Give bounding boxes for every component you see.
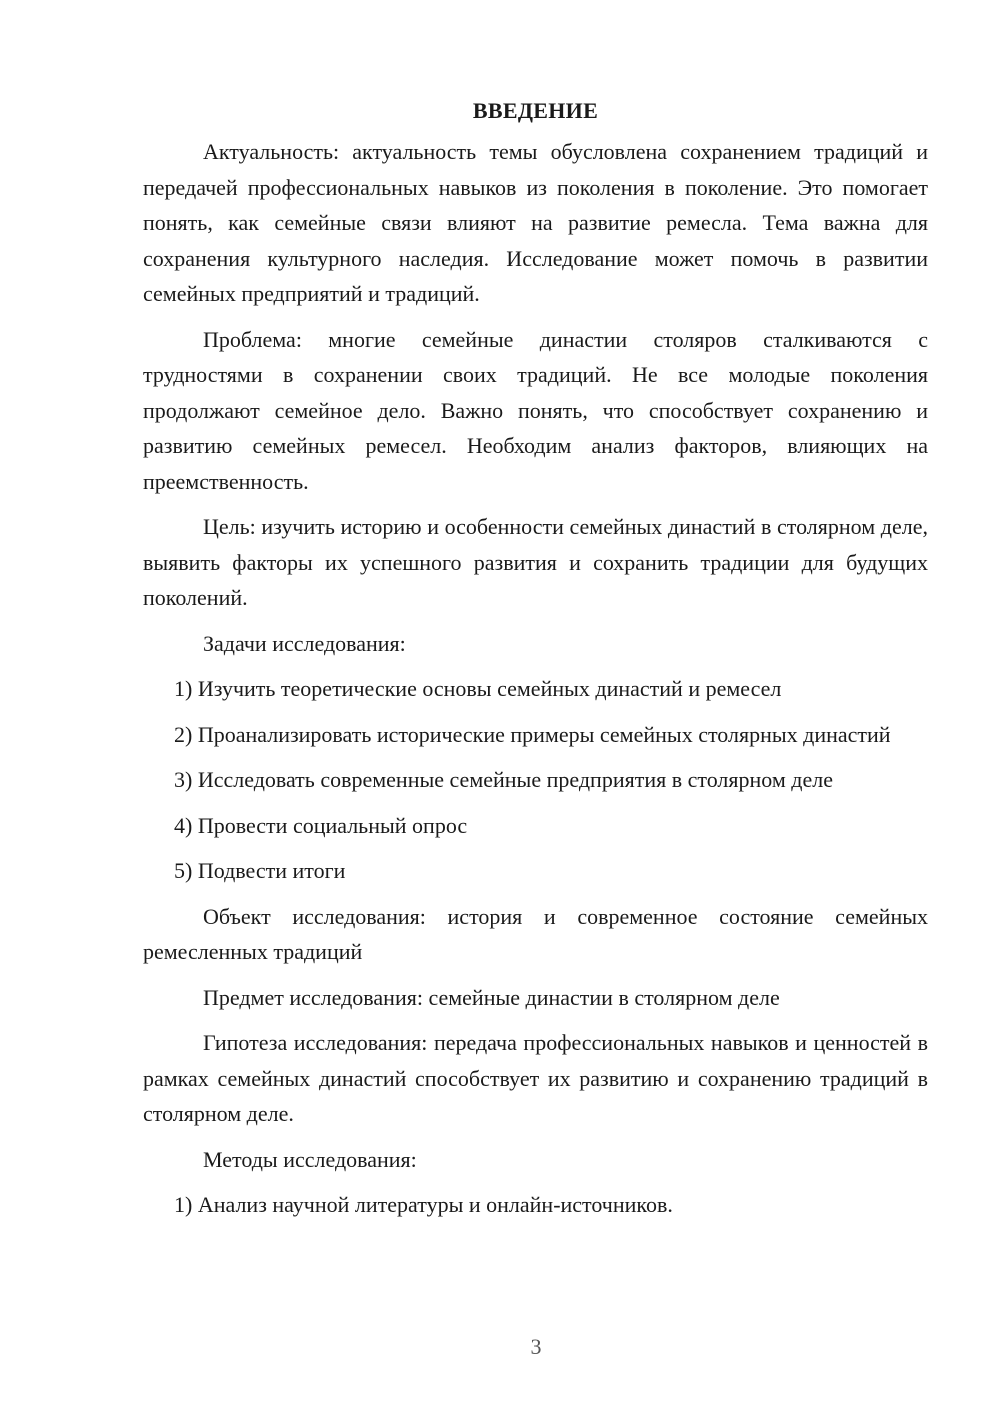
page-content	[143, 96, 928, 1233]
relevance-paragraph: Актуальность: актуальность темы обусловлена сохранением традиций и передачей профессиональных навыков из поколения в поколение. Это помогает понять, как семейные связи влияют на развитие ремесла. Тема важна для сохранения культурного наследия. Исследование может помочь в развитии семейных предприятий и традиций.	[143, 139, 928, 306]
problem-paragraph: Проблема: многие семейные династии столяров сталкиваются с трудностями в сохранении своих традиций. Не все молодые поколения продолжают семейное дело. Важно понять, что способствует сохранению и развитию семейных ремесел. Необходим анализ факторов, влияющих на преемственность.	[143, 326, 928, 494]
subject-paragraph: Предмет исследования: семейные династии в столярном деле	[203, 984, 780, 1010]
task-item: 4) Провести социальный опрос	[174, 812, 468, 838]
task-item: 1) Изучить теоретические основы семейных династий и ремесел	[174, 676, 782, 701]
section-title: ВВЕДЕНИЕ	[472, 98, 599, 123]
goal-paragraph: Цель: изучить историю и особенности семейных династий в столярном деле, выявить факторы их успешного развития и сохранить традиции для будущих поколений.	[143, 514, 928, 610]
task-item: 5) Подвести итоги	[174, 858, 346, 883]
object-paragraph: Объект исследования: история и современное состояние семейных ремесленных традиций	[143, 903, 928, 964]
task-item: 2) Проанализировать исторические примеры семейных столярных династий	[174, 721, 891, 747]
task-item: 3) Исследовать современные семейные предприятия в столярном деле	[174, 767, 833, 792]
page-number: 3	[530, 1334, 542, 1359]
method-item: 1) Анализ научной литературы и онлайн-источников.	[174, 1192, 673, 1217]
tasks-heading: Задачи исследования:	[203, 630, 406, 656]
hypothesis-paragraph: Гипотеза исследования: передача профессиональных навыков и ценностей в рамках семейных династий способствует их развитию и сохранению традиций в столярном деле.	[143, 1030, 928, 1126]
methods-heading: Методы исследования:	[203, 1146, 417, 1172]
